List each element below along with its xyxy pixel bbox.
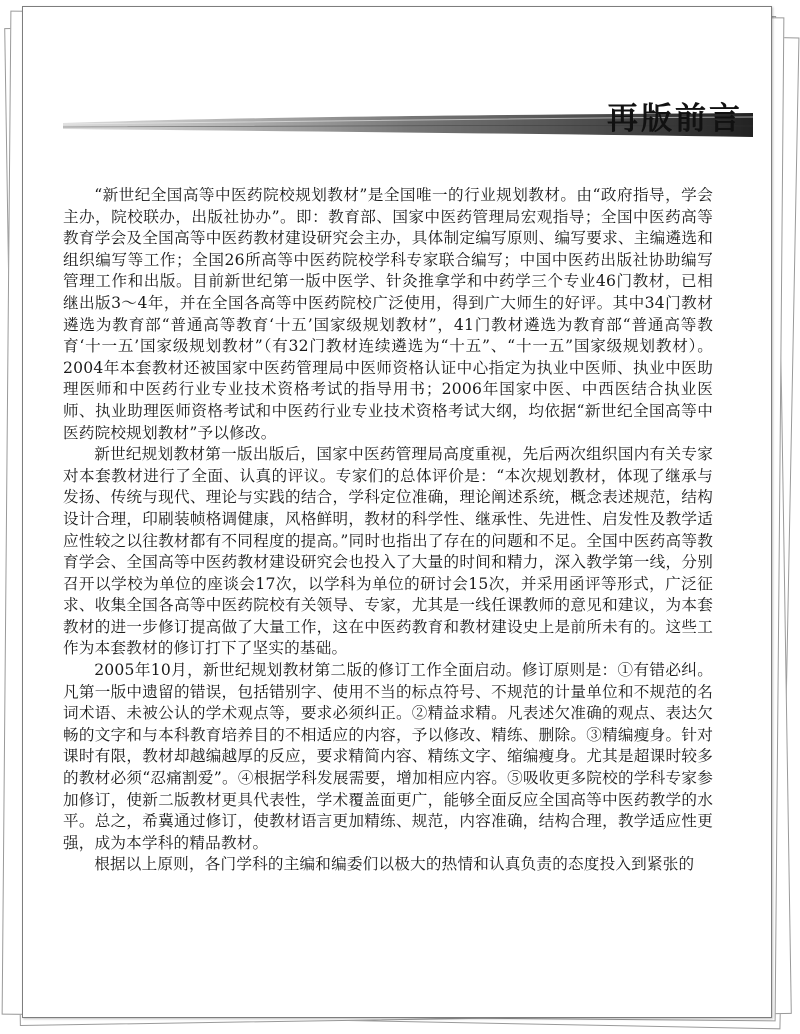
paragraph: “新世纪全国高等中医药院校规划教材”是全国唯一的行业规划教材。由“政府指导，学会主办，院校联办，出版社协办”。即：教育部、国家中医药管理局宏观指导；全国中医药高等教育学会及全国高等中医药教材建设研究会主办，具体制定编写原则、编写要求、主编遴选和组织编写等工作；全国26所高等中医药院校学科专家联合编写；中国中医药出版社协助编写管理工作和出版。目前新世纪第一版中医学、针灸推拿学和中药学三个专业46门教材，已相继出版3～4年，并在全国各高等中医药院校广泛使用，得到广大师生的好评。其中34门教材遴选为教育部“普通高等教育‘十五’国家级规划教材”，41门教材遴选为教育部“普通高等教育‘十一五’国家级规划教材”（有32门教材连续遴选为“十五”、“十一五”国家级规划教材）。2004年本套教材还被国家中医药管理局中医师资格认证中心指定为执业中医师、执业中医助理医师和中医药行业专业技术资格考试的指导用书；2006年国家中医、中西医结合执业医师、执业助理医师资格考试和中医药行业专业技术资格考试大纲，均依据“新世纪全国高等中医药院校规划教材”予以修改。 [63,186,713,442]
paragraph: 2005年10月，新世纪规划教材第二版的修订工作全面启动。修订原则是：①有错必纠。凡第一版中遗留的错误，包括错别字、使用不当的标点符号、不规范的计量单位和不规范的名词术语、未被公认的学术观点等，要求必须纠正。②精益求精。凡表述欠准确的观点、表达欠畅的文字和与本科教育培养目的不相适应的内容，予以修改、精练、删除。③精编瘦身。针对课时有限，教材却越编越厚的反应，要求精简内容、精练文字、缩编瘦身。尤其是超课时较多的教材必须“忍痛割爱”。④根据学科发展需要，增加相应内容。⑤吸收更多院校的学科专家参加修订，使新二版教材更具代表性，学术覆盖面更广，能够全面反应全国高等中医药教学的水平。总之，希冀通过修订，使教材语言更加精练、规范，内容准确，结构合理，教学适应性更强，成为本学科的精品教材。 [63,661,713,852]
paragraph: 根据以上原则，各门学科的主编和编委们以极大的热情和认真负责的态度投入到紧张的 [94,855,695,874]
page-title: 再版前言 [607,101,743,137]
document-page [22,6,772,1018]
paragraph: 新世纪规划教材第一版出版后，国家中医药管理局高度重视，先后两次组织国内有关专家对本套教材进行了全面、认真的评议。专家们的总体评价是：“本次规划教材，体现了继承与发扬、传统与现代、理论与实践的结合，学科定位准确，理论阐述系统，概念表述规范，结构设计合理，印刷装帧格调健康，风格鲜明，教材的科学性、继承性、先进性、启发性及教学适应性较之以往教材都有不同程度的提高。”同时也指出了存在的问题和不足。全国中医药高等教育学会、全国高等中医药教材建设研究会也投入了大量的时间和精力，深入教学第一线，分别召开以学校为单位的座谈会17次，以学科为单位的研讨会15次，并采用函评等形式，广泛征求、收集全国各高等中医药院校有关领导、专家，尤其是一线任课教师的意见和建议，为本套教材的进一步修订提高做了大量工作，这在中医药教育和教材建设史上是前所未有的。这些工作为本套教材的修订打下了坚实的基础。 [63,445,713,658]
preface-body [63,185,713,876]
